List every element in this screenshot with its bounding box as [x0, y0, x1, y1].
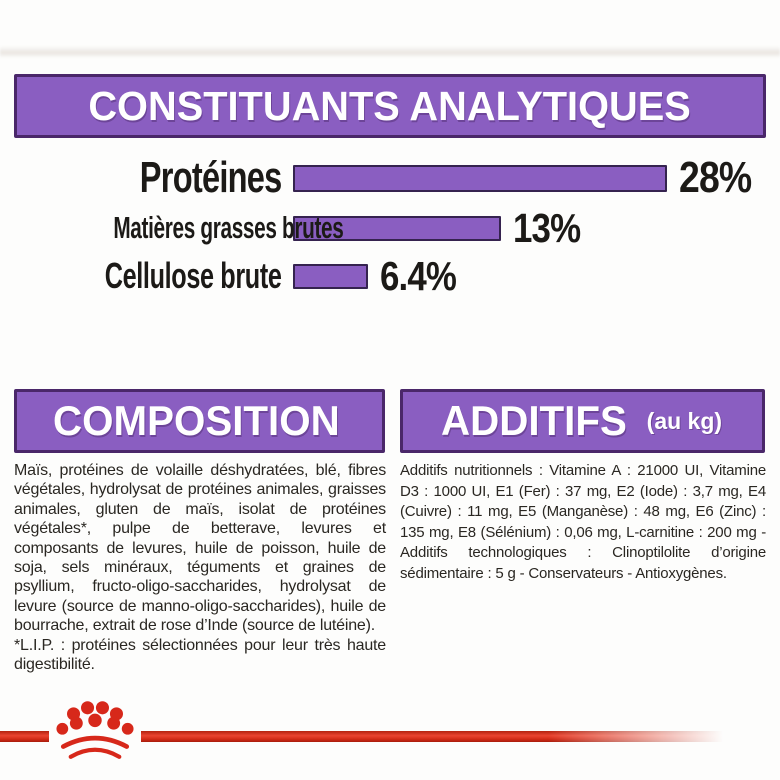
chart-row-cellulose: [0, 254, 780, 298]
brand-band-left: [0, 731, 49, 742]
additifs-header: [400, 389, 765, 453]
composition-body: [14, 461, 386, 674]
chart-category-label: Protéines: [140, 153, 282, 202]
top-edge-shadow: [0, 46, 780, 58]
chart-row-matieres-grasses: [0, 206, 780, 250]
composition-footnote-text: *L.I.P. : protéines sélectionnées pour leur très haute digestibilité.: [14, 636, 386, 674]
composition-header: [14, 389, 385, 453]
analytical-constituents-title: CONSTITUANTS ANALYTIQUES: [88, 82, 692, 129]
analytical-constituents-banner: [14, 74, 766, 138]
chart-value-label: 6.4%: [380, 252, 457, 299]
chart-category-label: Matières grasses brutes: [113, 210, 344, 245]
chart-bar-proteines: [293, 165, 667, 192]
royal-canin-crown-icon: [48, 698, 142, 768]
additifs-title-suffix: (au kg): [646, 407, 723, 434]
brand-band-right: [141, 731, 723, 742]
composition-title: COMPOSITION: [53, 397, 340, 444]
chart-category-label: Cellulose brute: [105, 255, 282, 296]
chart-value-label: 13%: [513, 204, 581, 251]
chart-bar-cellulose: [293, 264, 368, 289]
composition-ingredients-text: Maïs, protéines de volaille déshydratées, blé, fibres végétales, hydrolysat de protéines animales, graisses animales, gluten de maïs, isolat de protéines végétales*, pulpe de betterave, levures et composants de levures, huile de poisson, huile de soja, sels minéraux, téguments et graines de psyllium, fructo-oligo-saccharides, hydrolysat de levure (source de manno-oligo-saccharides), huile de bourrache, extrait de rose d’Inde (source de lutéine).: [14, 462, 386, 635]
chart-row-proteines: [0, 153, 780, 202]
additifs-body: [400, 461, 766, 584]
additifs-title: ADDITIFS: [441, 397, 627, 444]
chart-value-label: 28%: [679, 153, 752, 202]
additifs-text: Additifs nutritionnels : Vitamine A : 21000 UI, Vitamine D3 : 1000 UI, E1 (Fer) : 37 mg, E2 (Iode) : 3,7 mg, E4 (Cuivre) : 11 mg, E5 (Manganèse) : 48 mg, E6 (Zinc) : 135 mg, E8 (Sélénium) : 0,06 mg, L-carnitine : 200 mg - Additifs technologiques : Clinoptilolite d’origine sédimentaire : 5 g - Conservateurs - Antioxygènes.: [400, 462, 766, 582]
